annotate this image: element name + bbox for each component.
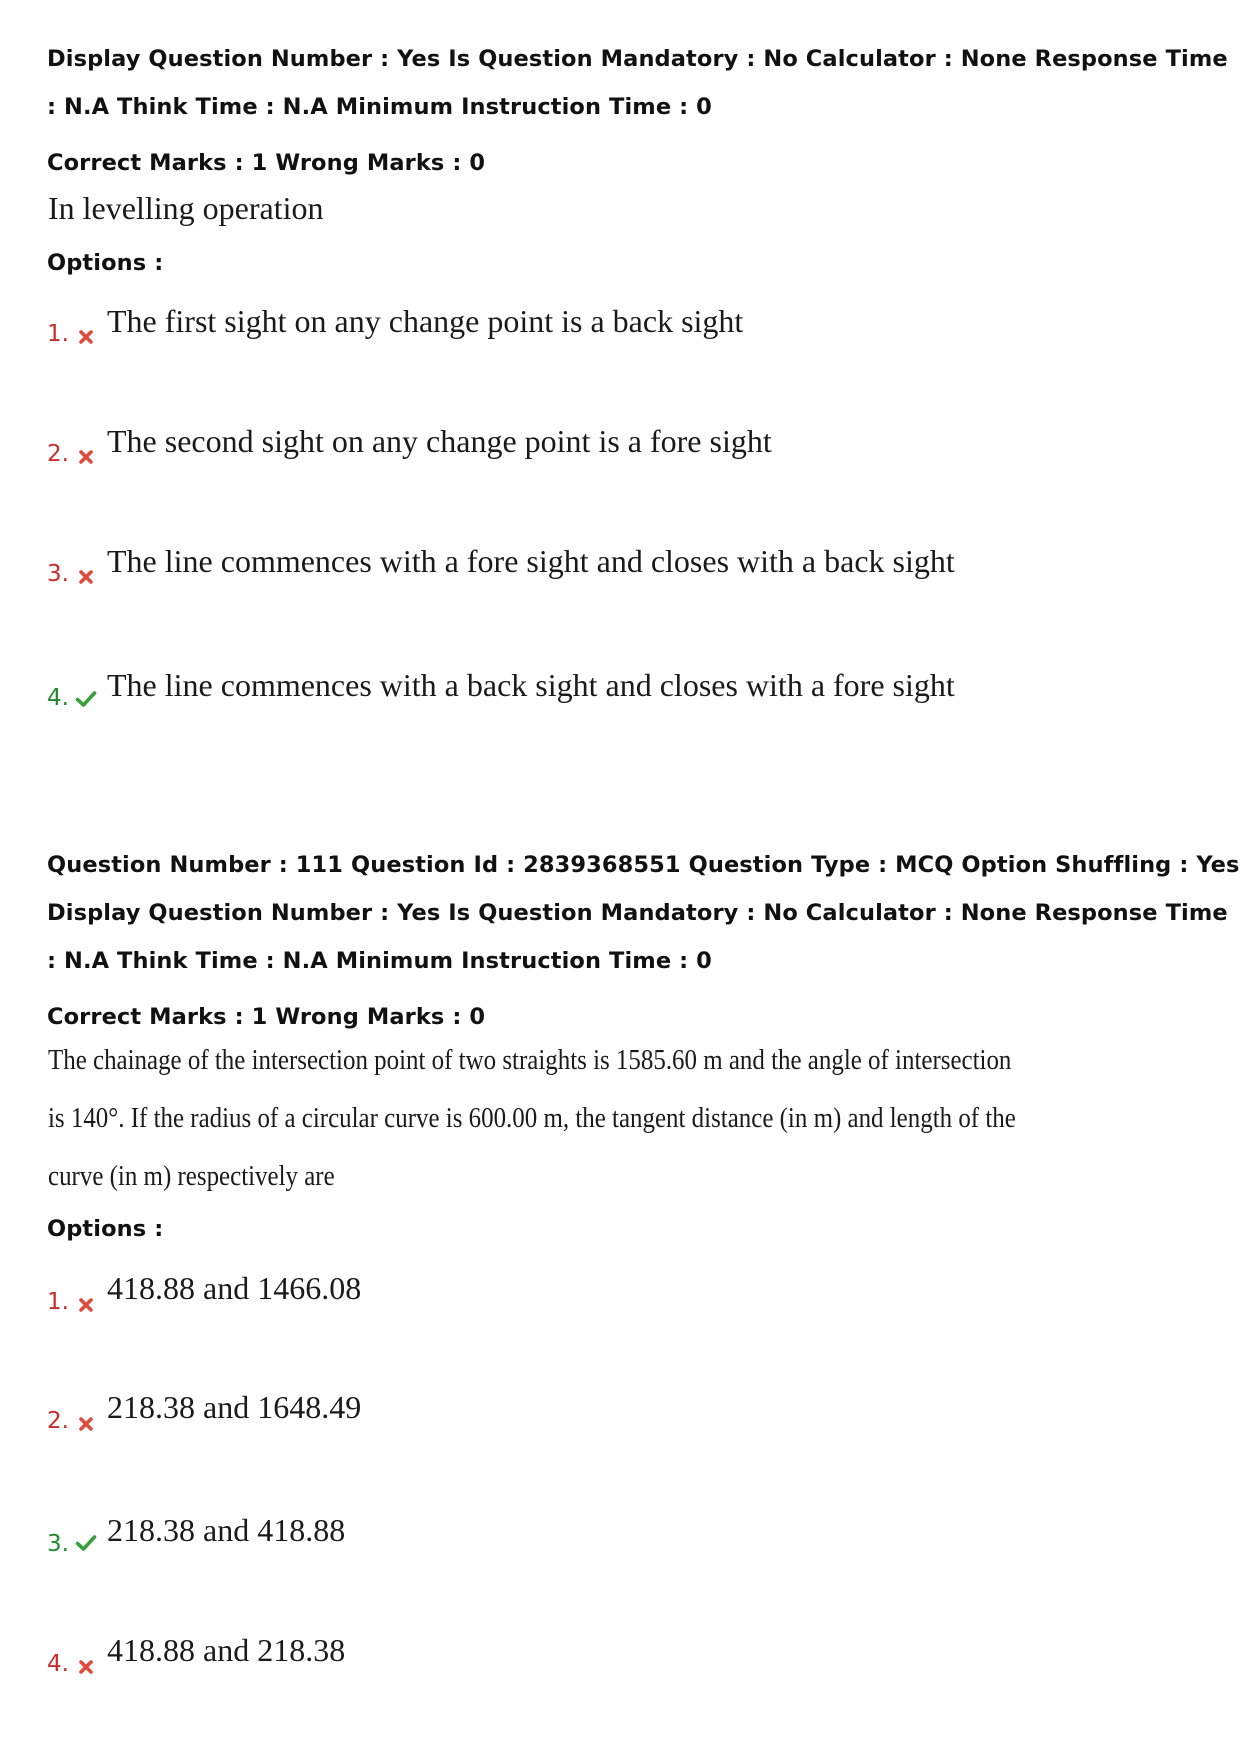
- cross-icon: [77, 568, 95, 586]
- question-meta-line: Display Question Number : Yes Is Question Mandatory : No Calculator : None Response Time: [47, 46, 1228, 72]
- option-text: 218.38 and 418.88: [107, 1512, 346, 1548]
- check-icon: [75, 690, 97, 708]
- cross-icon: [77, 1658, 95, 1676]
- check-icon: [75, 1534, 97, 1552]
- option-text: The first sight on any change point is a back sight: [107, 303, 744, 339]
- question-meta-line: : N.A Think Time : N.A Minimum Instruction Time : 0: [47, 94, 712, 120]
- question-text: In levelling operation: [48, 190, 324, 226]
- cross-icon: [77, 1296, 95, 1314]
- option-text: The line commences with a fore sight and closes with a back sight: [107, 543, 955, 579]
- option-number: 3.: [47, 561, 69, 587]
- cross-icon: [77, 328, 95, 346]
- option-number: 4.: [47, 1651, 69, 1677]
- question-meta-line: Display Question Number : Yes Is Question Mandatory : No Calculator : None Response Time: [47, 900, 1228, 926]
- question-text-line: curve (in m) respectively are: [48, 1160, 335, 1192]
- option-text: 418.88 and 218.38: [107, 1632, 346, 1668]
- option-text: The line commences with a back sight and closes with a fore sight: [107, 667, 955, 703]
- option-number: 2.: [47, 1408, 69, 1434]
- question-meta-line: : N.A Think Time : N.A Minimum Instruction Time : 0: [47, 948, 712, 974]
- options-label: Options :: [47, 250, 164, 276]
- cross-icon: [77, 1415, 95, 1433]
- option-number: 4.: [47, 685, 69, 711]
- option-number: 3.: [47, 1531, 69, 1557]
- options-label: Options :: [47, 1216, 164, 1242]
- marks-line: Correct Marks : 1 Wrong Marks : 0: [47, 1004, 486, 1030]
- question-text-line: is 140°. If the radius of a circular curve is 600.00 m, the tangent distance (in m) and length of the: [48, 1102, 1016, 1134]
- question-header-line: Question Number : 111 Question Id : 2839368551 Question Type : MCQ Option Shuffling : Yes: [47, 852, 1240, 878]
- option-number: 1.: [47, 1289, 69, 1315]
- option-number: 1.: [47, 321, 69, 347]
- marks-line: Correct Marks : 1 Wrong Marks : 0: [47, 150, 486, 176]
- option-text: 218.38 and 1648.49: [107, 1389, 362, 1425]
- question-text-line: The chainage of the intersection point of two straights is 1585.60 m and the angle of intersection: [48, 1044, 1012, 1076]
- option-text: The second sight on any change point is a fore sight: [107, 423, 772, 459]
- option-text: 418.88 and 1466.08: [107, 1270, 362, 1306]
- option-number: 2.: [47, 441, 69, 467]
- cross-icon: [77, 448, 95, 466]
